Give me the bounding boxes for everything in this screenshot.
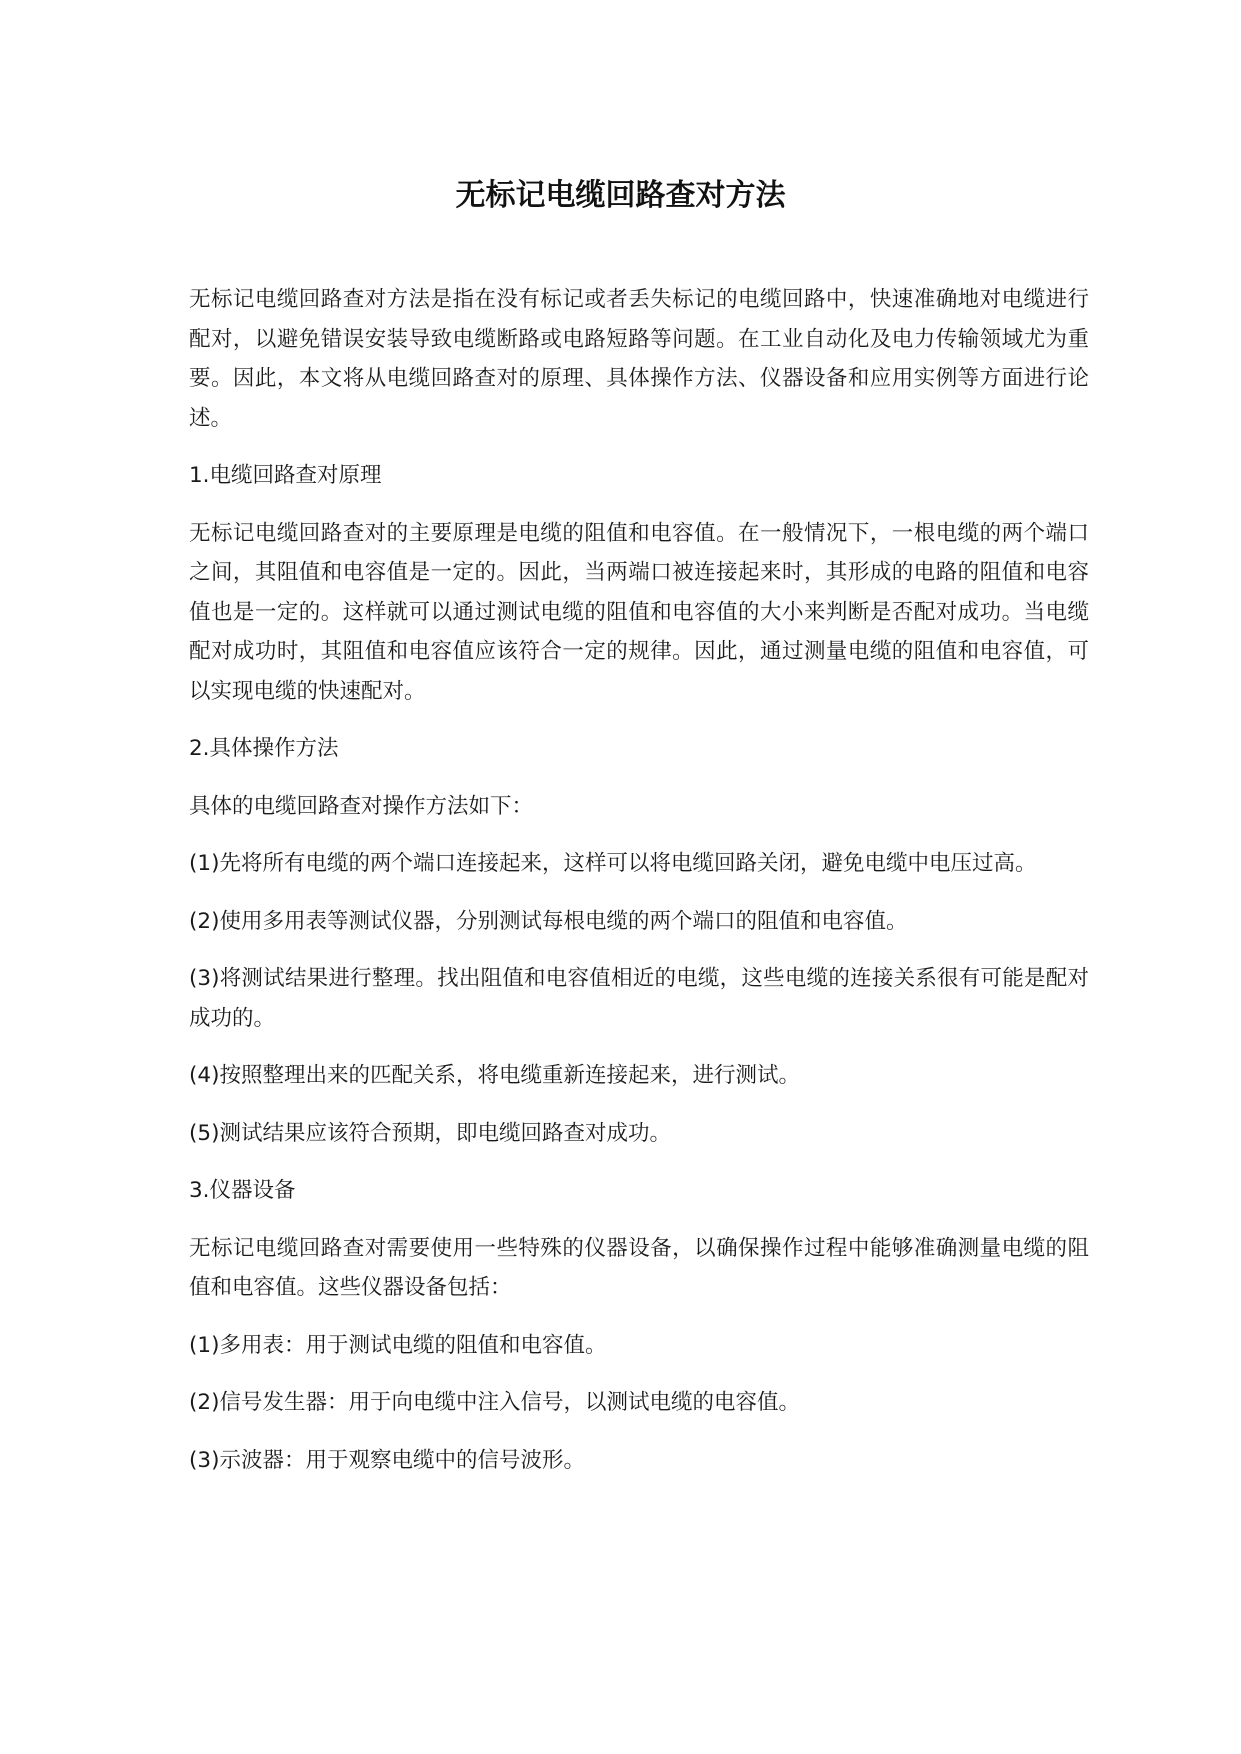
method-intro-paragraph: 具体的电缆回路查对操作方法如下： [189, 793, 534, 819]
equipment-item-2: (2)信号发生器：用于向电缆中注入信号，以测试电缆的电容值。 [189, 1390, 800, 1415]
equipment-item-1: (1)多用表：用于测试电缆的阻值和电容值。 [189, 1332, 607, 1358]
document-body [189, 280, 1089, 1498]
principle-paragraph: 无标记电缆回路查对的主要原理是电缆的阻值和电容值。在一般情况下，一根电缆的两个端口之间，其阻值和电容值是一定的。因此，当两端口被连接起来时，其形成的电路的阻值和电容值也是一定的。这样就可以通过测试电缆的阻值和电容值的大小来判断是否配对成功。当电缆配对成功时，其阻值和电容值应该符合一定的规律。因此，通过测量电缆的阻值和电容值，可以实现电缆的快速配对。 [189, 520, 1089, 704]
method-step-3: (3)将测试结果进行整理。找出阻值和电容值相近的电缆，这些电缆的连接关系很有可能是配对成功的。 [189, 966, 1089, 1031]
section-heading-equipment: 3.仪器设备 [189, 1178, 296, 1203]
section-heading-method: 2.具体操作方法 [189, 736, 339, 761]
document-title: 无标记电缆回路查对方法 [455, 178, 786, 213]
equipment-intro-paragraph: 无标记电缆回路查对需要使用一些特殊的仪器设备，以确保操作过程中能够准确测量电缆的阻值和电容值。这些仪器设备包括： [189, 1235, 1089, 1300]
method-step-1: (1)先将所有电缆的两个端口连接起来，这样可以将电缆回路关闭，避免电缆中电压过高。 [189, 851, 1037, 876]
method-step-2: (2)使用多用表等测试仪器，分别测试每根电缆的两个端口的阻值和电容值。 [189, 908, 908, 934]
section-heading-principle: 1.电缆回路查对原理 [189, 463, 382, 488]
method-step-4: (4)按照整理出来的匹配关系，将电缆重新连接起来，进行测试。 [189, 1063, 800, 1088]
equipment-item-3: (3)示波器：用于观察电缆中的信号波形。 [189, 1447, 585, 1473]
method-step-5: (5)测试结果应该符合预期，即电缆回路查对成功。 [189, 1120, 671, 1146]
intro-paragraph: 无标记电缆回路查对方法是指在没有标记或者丢失标记的电缆回路中，快速准确地对电缆进行配对，以避免错误安装导致电缆断路或电路短路等问题。在工业自动化及电力传输领域尤为重要。因此，本文将从电缆回路查对的原理、具体操作方法、仪器设备和应用实例等方面进行论述。 [189, 287, 1089, 431]
